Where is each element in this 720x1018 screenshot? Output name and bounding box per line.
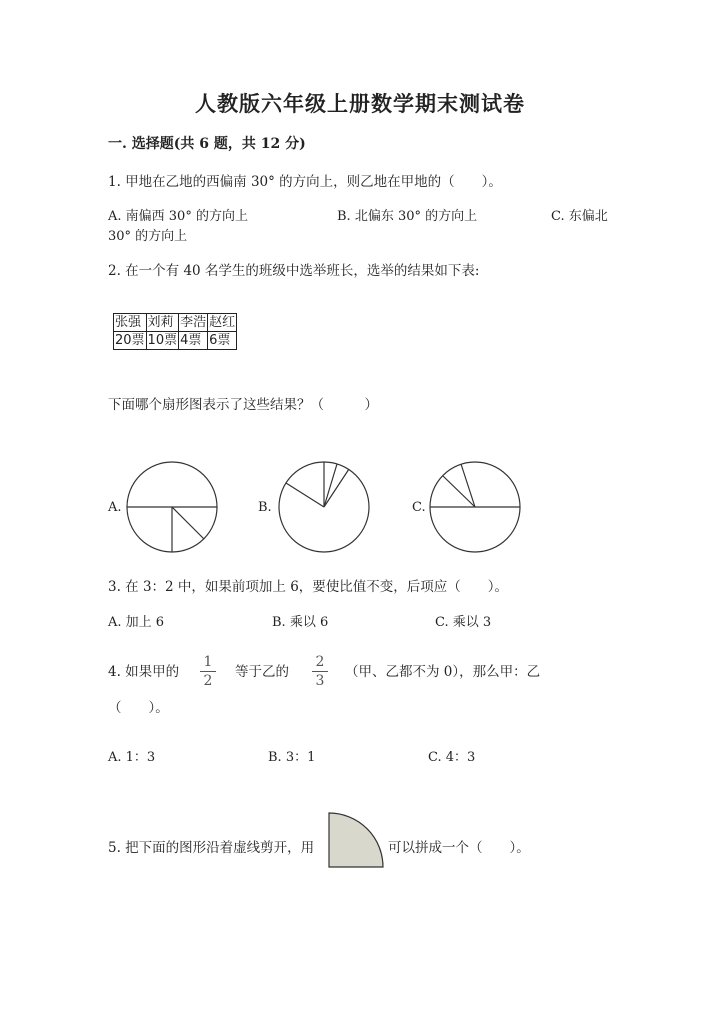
question-4-middle: 等于乙的: [235, 664, 289, 680]
question-3: 3. 在 3：2 中，如果前项加上 6，要使比值不变，后项应（ ）。: [108, 579, 509, 595]
question-4-suffix: （甲、乙都不为 0），那么甲：乙: [345, 664, 541, 680]
q4-option-c[interactable]: C. 4：3: [428, 750, 476, 765]
q4-option-b[interactable]: B. 3：1: [268, 750, 316, 765]
vote-table: [113, 313, 237, 350]
candidate-name: 刘莉: [146, 314, 179, 332]
fraction-numerator: 1: [203, 654, 213, 670]
question-5-suffix: 可以拼成一个（ ）。: [388, 840, 530, 856]
question-1: 1. 甲地在乙地的西偏南 30° 的方向上，则乙地在甲地的（ ）。: [108, 174, 502, 190]
vote-count: 10票: [147, 333, 178, 348]
question-4-answer-blank: （ ）。: [108, 700, 169, 716]
q1-option-a[interactable]: A. 南偏西 30° 的方向上: [108, 209, 248, 224]
fraction-numerator: 2: [315, 654, 325, 670]
fraction-one-half: [200, 654, 216, 689]
vote-count: 6票: [208, 332, 237, 350]
pie-chart-b[interactable]: [277, 460, 372, 555]
pie-chart-a[interactable]: [125, 460, 220, 555]
table-row: [114, 314, 237, 332]
page-title: 人教版六年级上册数学期末测试卷: [195, 91, 525, 116]
fraction-two-thirds: [312, 654, 328, 689]
q3-option-c[interactable]: C. 乘以 3: [435, 615, 492, 630]
pie-label-c[interactable]: C.: [412, 500, 426, 515]
question-2: 2. 在一个有 40 名学生的班级中选举班长，选举的结果如下表:: [108, 263, 480, 279]
table-row: [114, 332, 237, 350]
fraction-denominator: 3: [315, 673, 325, 689]
candidate-name: 李浩: [180, 315, 207, 330]
q4-option-a[interactable]: A. 1：3: [108, 750, 156, 765]
pie-label-a[interactable]: A.: [108, 500, 122, 515]
q3-option-b[interactable]: B. 乘以 6: [272, 615, 329, 630]
section-heading: 一. 选择题(共 6 题，共 12 分): [108, 136, 306, 152]
vote-count: 4票: [179, 332, 208, 350]
pie-chart-c[interactable]: [428, 460, 523, 555]
question-4: 4. 如果甲的: [108, 664, 180, 680]
quarter-circle-shape: [328, 812, 384, 868]
q3-option-a[interactable]: A. 加上 6: [108, 615, 165, 630]
q1-option-c[interactable]: C. 东偏北: [551, 209, 608, 224]
pie-label-b[interactable]: B.: [258, 500, 272, 515]
question-5: 5. 把下面的图形沿着虚线剪开，用: [108, 840, 315, 856]
question-2-prompt: 下面哪个扇形图表示了这些结果？（ ）: [108, 397, 378, 413]
candidate-name: 赵红: [209, 315, 236, 330]
candidate-name: 张强: [114, 314, 147, 332]
vote-count: 20票: [115, 333, 145, 348]
q1-option-b[interactable]: B. 北偏东 30° 的方向上: [337, 209, 478, 224]
fraction-denominator: 2: [203, 673, 213, 689]
q1-option-c-continued: 30° 的方向上: [108, 229, 188, 244]
